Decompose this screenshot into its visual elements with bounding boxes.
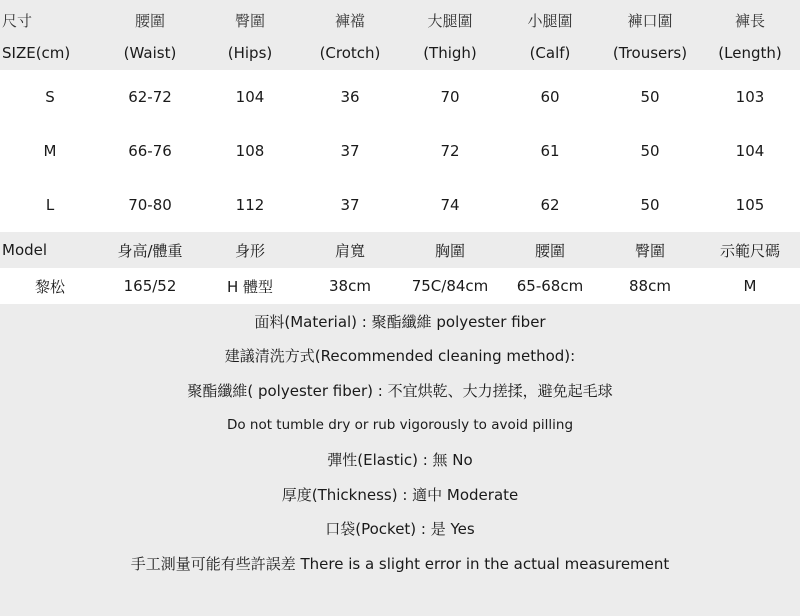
header-height-weight: 身高/體重 [117,241,183,260]
header-zh-waist: 腰圍 [134,11,165,30]
crotch-value: 37 [340,142,360,160]
model-shoulder: 38cm [329,277,371,295]
table-row-size-l [0,178,800,232]
model-height-weight: 165/52 [123,277,177,295]
header-en-hips: (Hips) [227,44,273,62]
measurement-error-note: 手工測量可能有些許誤差 There is a slight error in the actual measurement [130,554,670,573]
waist-value: 66-76 [128,142,172,160]
header-chest: 胸圍 [434,241,465,260]
header-en-trousers: (Trousers) [612,44,688,62]
header-zh-length: 褲長 [734,11,765,30]
header-zh-hips: 臀圍 [234,11,265,30]
size-label: L [45,196,55,214]
crotch-value: 37 [340,196,360,214]
thigh-value: 70 [440,88,460,106]
header-en-calf: (Calf) [529,44,571,62]
header-waist: 腰圍 [534,241,565,260]
header-zh-calf: 小腿圍 [527,11,573,30]
trousers-value: 50 [640,88,660,106]
product-notes [0,304,800,616]
material-note: 面料(Material) : 聚酯纖維 polyester fiber [254,312,546,331]
header-model: Model [2,241,48,259]
pocket-note: 口袋(Pocket) : 是 Yes [325,520,475,539]
model-body-shape: H 體型 [226,277,274,296]
cleaning-note-zh: 聚酯纖維( polyester fiber) : 不宜烘乾、大力搓揉，避免起毛球 [187,381,613,400]
header-en-crotch: (Crotch) [319,44,381,62]
size-table-header-zh [0,0,800,36]
calf-value: 61 [540,142,560,160]
table-row-size-s [0,70,800,124]
model-table [0,232,800,304]
header-body-shape: 身形 [234,241,265,260]
length-value: 104 [735,142,765,160]
cleaning-method-heading: 建議清洗方式(Recommended cleaning method): [224,347,576,366]
model-waist: 65-68cm [516,277,584,295]
elastic-note: 彈性(Elastic) : 無 No [327,451,473,470]
trousers-value: 50 [640,142,660,160]
waist-value: 62-72 [128,88,172,106]
trousers-value: 50 [640,196,660,214]
thickness-note: 厚度(Thickness) : 適中 Moderate [281,485,519,504]
hips-value: 112 [235,196,265,214]
model-demo-size: M [743,277,757,295]
size-label: M [43,142,57,160]
table-row-size-m [0,124,800,178]
header-hips: 臀圍 [634,241,665,260]
thigh-value: 74 [440,196,460,214]
size-table-header-en [0,36,800,70]
cleaning-note-en: Do not tumble dry or rub vigorously to avoid pilling [226,417,574,434]
model-table-row [0,268,800,304]
model-chest: 75C/84cm [411,277,489,295]
header-en-length: (Length) [718,44,782,62]
calf-value: 62 [540,196,560,214]
hips-value: 104 [235,88,265,106]
hips-value: 108 [235,142,265,160]
calf-value: 60 [540,88,560,106]
header-zh-thigh: 大腿圍 [427,11,473,30]
thigh-value: 72 [440,142,460,160]
header-zh-size: 尺寸 [2,11,33,30]
header-en-waist: (Waist) [123,44,177,62]
model-name: 黎松 [34,277,65,296]
header-en-thigh: (Thigh) [423,44,477,62]
header-shoulder: 肩寬 [334,241,365,260]
header-en-size: SIZE(cm) [2,44,71,62]
length-value: 103 [735,88,765,106]
size-table [0,0,800,232]
waist-value: 70-80 [128,196,172,214]
header-zh-crotch: 褲襠 [334,11,365,30]
model-table-header [0,232,800,268]
header-demo-size: 示範尺碼 [719,241,780,260]
crotch-value: 36 [340,88,360,106]
model-hips: 88cm [629,277,671,295]
length-value: 105 [735,196,765,214]
header-zh-trousers: 褲口圍 [627,11,673,30]
size-label: S [45,88,55,106]
